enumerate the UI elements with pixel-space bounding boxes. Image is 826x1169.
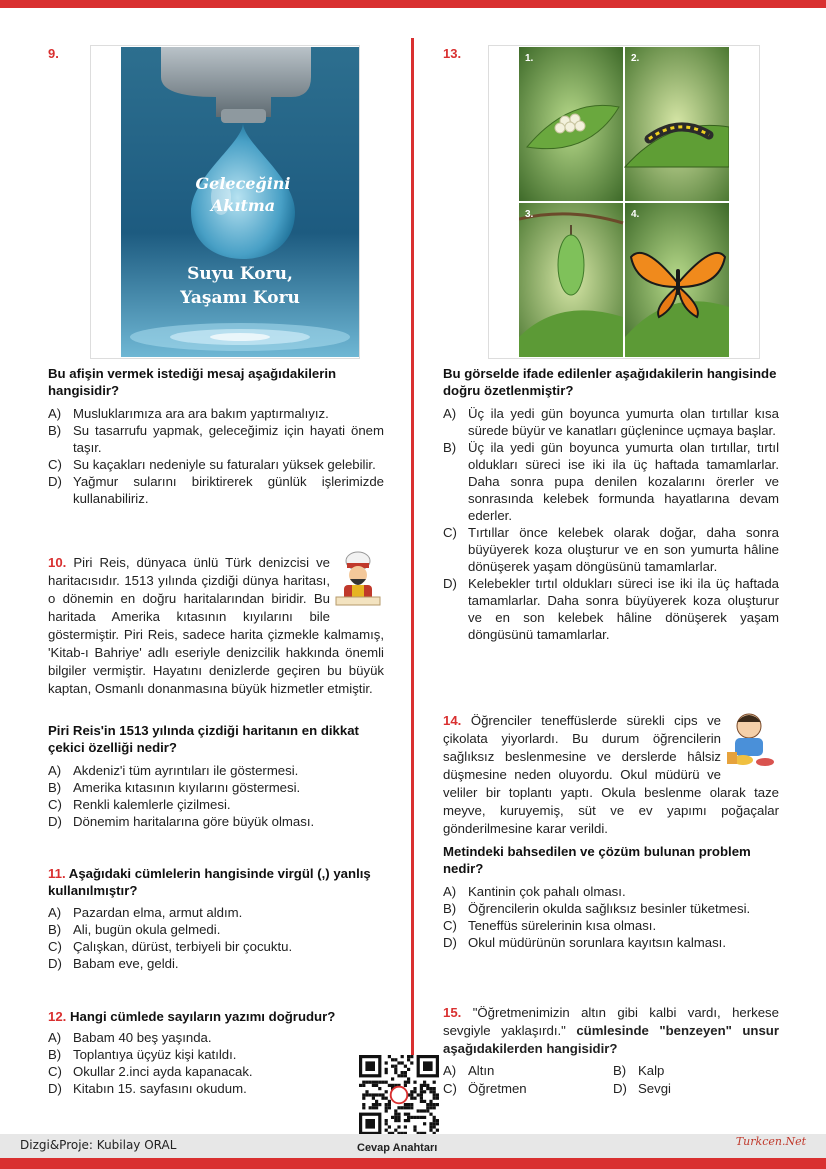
option-d[interactable]: D) Sevgi	[613, 1081, 671, 1096]
question-15-stem	[443, 1004, 779, 1058]
option-d[interactable]: D) Okul müdürünün sorunlara kayıtsın kalması.	[443, 935, 727, 950]
option-c[interactable]: C) Su kaçakları nedeniyle su faturaları yüksek gelebilir.	[48, 457, 376, 472]
question-15-quote: "Öğretmenimizin altın gibi kalbi vardı, herkese sevgiyle yaklaşırdı."	[443, 1005, 779, 1038]
question-10-options	[48, 762, 384, 830]
option-c[interactable]: C) Tırtıllar önce kelebek olarak doğar, daha sonra büyüyerek koza oluşturur ve en son yumurta hâline dönüşerek yaşam döngüsünü tamamlarlar.	[443, 525, 779, 574]
footer-credit: Dizgi&Proje: Kubilay ORAL	[20, 1138, 177, 1152]
water-poster-image	[121, 47, 359, 357]
question-9-number: 9.	[48, 46, 59, 61]
option-d[interactable]: D) Dönemim haritalarına göre büyük olması.	[48, 814, 315, 829]
option-a[interactable]: A) Üç ila yedi gün boyunca yumurta olan tırtıllar kısa sürede büyür ve kanatları güçlenince uçmaya başlar.	[443, 406, 779, 438]
question-14-passage	[443, 712, 779, 838]
option-a[interactable]: A) Musluklarımıza ara ara bakım yaptırmalıyız.	[48, 406, 329, 421]
panel-1-label: 1.	[525, 53, 534, 64]
option-b[interactable]: B) Ali, bugün okula gelmedi.	[48, 922, 221, 937]
question-10-stem: Piri Reis'in 1513 yılında çizdiği haritanın en dikkat çekici özelliği nedir?	[48, 723, 359, 755]
option-c[interactable]: C) Okullar 2.inci ayda kapanacak.	[48, 1064, 253, 1079]
option-a[interactable]: A) Babam 40 beş yaşında.	[48, 1030, 212, 1045]
option-d[interactable]: D) Kelebekler tırtıl oldukları süreci ise iki ila üç haftada tamamlarlar. Daha sonra büyüyerek koza oluşturur ve en son kelebek hâline dönüşerek yaşam döngüsünü tamamlarlar.	[443, 576, 779, 642]
option-b[interactable]: B) Öğrencilerin okulda sağlıksız besinler tüketmesi.	[443, 901, 751, 916]
question-12-number: 12.	[48, 1009, 67, 1024]
question-13-number: 13.	[443, 46, 462, 61]
option-d[interactable]: D) Yağmur sularını biriktirerek günlük işlerimizde kullanabiliriz.	[48, 474, 384, 506]
question-12-options	[48, 1029, 384, 1097]
question-15-number: 15.	[443, 1005, 462, 1020]
poster-line-2: Akıtma	[210, 196, 276, 215]
panel-2-label: 2.	[631, 53, 640, 64]
option-c[interactable]: C) Teneffüs sürelerinin kısa olması.	[443, 918, 657, 933]
option-a[interactable]: A) Altın	[443, 1063, 495, 1078]
option-b[interactable]: B) Su tasarrufu yapmak, geleceğimiz için hayati önem taşır.	[48, 423, 384, 455]
option-c[interactable]: C) Çalışkan, dürüst, terbiyeli bir çocuktu.	[48, 939, 293, 954]
panel-3-label: 3.	[525, 209, 534, 220]
panel-4-label: 4.	[631, 209, 640, 220]
question-12-stem: 12. Hangi cümlede sayıların yazımı doğrudur?	[48, 1009, 336, 1024]
question-10-passage	[48, 554, 384, 698]
question-15-question: cümlesinde "benzeyen" unsur aşağıdakilerden hangisidir?	[443, 1023, 779, 1056]
bottom-accent-bar	[0, 1158, 826, 1169]
question-13-stem: Bu görselde ifade edilenler aşağıdakilerin hangisinde doğru özetlenmiştir?	[443, 366, 777, 398]
poster-line-3: Suyu Koru,	[187, 264, 293, 284]
option-a[interactable]: A) Akdeniz'i tüm ayrıntıları ile göstermesi.	[48, 763, 299, 778]
answer-key-label[interactable]: Cevap Anahtarı	[357, 1142, 438, 1154]
option-b[interactable]: B) Üç ila yedi gün boyunca yumurta olan tırtıllar, tırtıl oldukları süreci ise iki ila üç haftada tamamlarlar. Daha sonra pupa denilen kozalarını örerler ve sonrasında kelebek formunda hayatlarına devam ederler.	[443, 440, 779, 523]
question-11-number: 11.	[48, 866, 66, 881]
option-a[interactable]: A) Pazardan elma, armut aldım.	[48, 905, 243, 920]
option-b[interactable]: B) Toplantıya üçyüz kişi katıldı.	[48, 1047, 237, 1062]
option-c[interactable]: C) Öğretmen	[443, 1081, 527, 1096]
question-13-options	[443, 405, 779, 643]
question-11-stem: 11. Aşağıdaki cümlelerin hangisinde virgül (,) yanlış kullanılmıştır?	[48, 866, 371, 898]
question-10-text: Piri Reis, dünyaca ünlü Türk denizcisi ve haritacısıdır. 1513 yılında çizdiği dünya haritası, o dönemin en doğru haritalarından biridir. Bu haritada Amerika kıtasının kıyılarını bile göstermiştir. Piri Reis, sadece harita çizmekle kalmamış, 'Kitab-ı Bahriye' adlı eseriyle denizcilik hakkında önemli bilgiler vermiştir. Hayatını denizlerde geçiren bu büyük kaptan, Osmanlı donanmasına büyük hizmetler etmiştir.	[48, 555, 384, 696]
column-divider	[411, 38, 414, 1128]
question-9-stem: Bu afişin vermek istediği mesaj aşağıdakilerin hangisidir?	[48, 366, 337, 398]
question-10-number: 10.	[48, 555, 67, 570]
option-d[interactable]: D) Kitabın 15. sayfasını okudum.	[48, 1081, 247, 1096]
question-11-options	[48, 904, 384, 972]
water-poster-frame	[90, 45, 360, 359]
butterfly-cycle-frame	[488, 45, 760, 359]
top-accent-bar	[0, 0, 826, 8]
question-14-stem: Metindeki bahsedilen ve çözüm bulunan problem nedir?	[443, 844, 751, 876]
butterfly-cycle-image	[519, 47, 729, 357]
question-14-text: Öğrenciler teneffüslerde sürekli cips ve çikolata yiyorlardı. Bu durum öğrencilerin sağlıksız beslenmesine ve derslerde hâlsiz düşmesine neden oluyordu. Okul müdürü ve veliler bir toplantı yaptı. Okula beslenme olarak taze meyve, kuruyemiş, süt ve ev yapımı poğaçalar gönderilmesine karar verildi.	[443, 713, 779, 836]
option-c[interactable]: C) Renkli kalemlerle çizilmesi.	[48, 797, 231, 812]
option-b[interactable]: B) Kalp	[613, 1063, 665, 1078]
poster-line-4: Yaşamı Koru	[180, 288, 300, 308]
answer-key-qr-code[interactable]	[359, 1055, 439, 1135]
question-14-options	[443, 883, 779, 951]
option-d[interactable]: D) Babam eve, geldi.	[48, 956, 179, 971]
site-logo: Turkcen.Net	[735, 1135, 806, 1148]
question-9-options	[48, 405, 384, 507]
question-14-number: 14.	[443, 713, 462, 728]
option-b[interactable]: B) Amerika kıtasının kıyılarını göstermesi.	[48, 780, 301, 795]
poster-line-1: Geleceğini	[195, 174, 291, 193]
option-a[interactable]: A) Kantinin çok pahalı olması.	[443, 884, 626, 899]
